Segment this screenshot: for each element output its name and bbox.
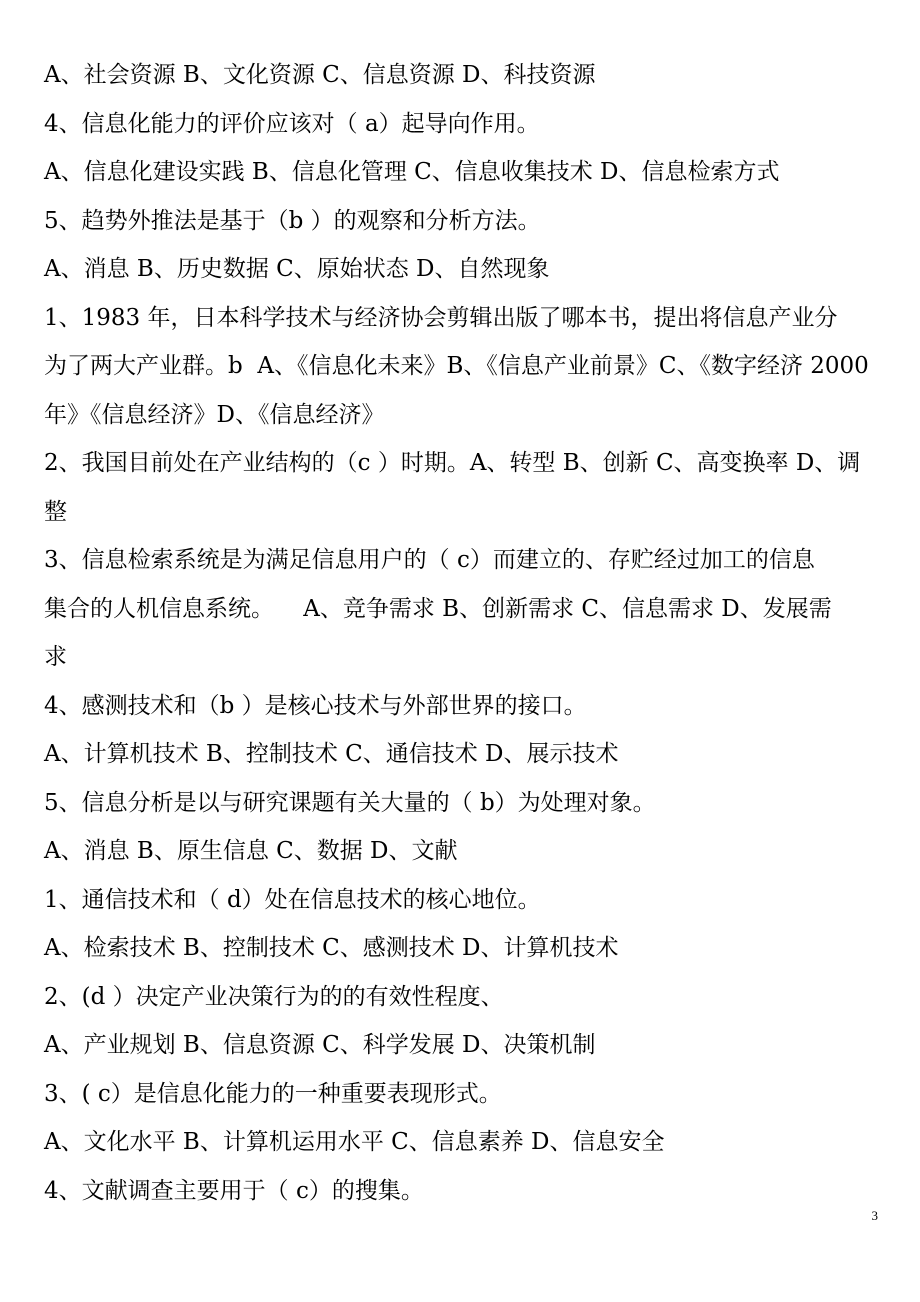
page-number: 3 <box>871 1208 878 1223</box>
text-line: 2、(d ）决定产业决策行为的的有效性程度、 <box>44 983 504 1010</box>
text-line: A、计算机技术 B、控制技术 C、通信技术 D、展示技术 <box>44 741 619 767</box>
text-line: 年》《信息经济》D、《信息经济》 <box>44 401 385 428</box>
text-line: A、信息化建设实践 B、信息化管理 C、信息收集技术 D、信息检索方式 <box>44 159 780 185</box>
text-line: 5、趋势外推法是基于（b ）的观察和分析方法。 <box>44 207 541 234</box>
document-body <box>44 51 892 1215</box>
text-line: 4、文献调查主要用于（ c）的搜集。 <box>44 1177 424 1204</box>
text-line: 3、( c）是信息化能力的一种重要表现形式。 <box>44 1080 502 1107</box>
text-line: 集合的人机信息系统。 A、竞争需求 B、创新需求 C、信息需求 D、发展需 <box>44 595 832 622</box>
text-line: 2、我国目前处在产业结构的（c ）时期。A、转型 B、创新 C、高变换率 D、调 <box>44 450 861 476</box>
text-line: 为了两大产业群。b A、《信息化未来》B、《信息产业前景》C、《数字经济 2000 <box>44 353 869 379</box>
text-line: A、产业规划 B、信息资源 C、科学发展 D、决策机制 <box>44 1032 596 1058</box>
text-line: A、社会资源 B、文化资源 C、信息资源 D、科技资源 <box>44 62 596 88</box>
text-line: 1、通信技术和（ d）处在信息技术的核心地位。 <box>44 886 541 913</box>
text-line: A、消息 B、历史数据 C、原始状态 D、自然现象 <box>44 256 550 282</box>
text-line: 3、信息检索系统是为满足信息用户的（ c）而建立的、存贮经过加工的信息 <box>44 547 815 573</box>
text-line: 求 <box>44 644 67 670</box>
text-line: 4、信息化能力的评价应该对（ a）起导向作用。 <box>44 110 540 137</box>
text-line: A、消息 B、原生信息 C、数据 D、文献 <box>44 838 458 864</box>
text-line: A、检索技术 B、控制技术 C、感测技术 D、计算机技术 <box>44 935 619 961</box>
text-line: 4、感测技术和（b ）是核心技术与外部世界的接口。 <box>44 692 587 719</box>
text-line: 1、1983 年，日本科学技术与经济协会剪辑出版了哪本书，提出将信息产业分 <box>44 304 838 331</box>
text-line: A、文化水平 B、计算机运用水平 C、信息素养 D、信息安全 <box>44 1129 665 1155</box>
text-line: 整 <box>44 498 67 525</box>
text-line: 5、信息分析是以与研究课题有关大量的（ b）为处理对象。 <box>44 789 656 816</box>
